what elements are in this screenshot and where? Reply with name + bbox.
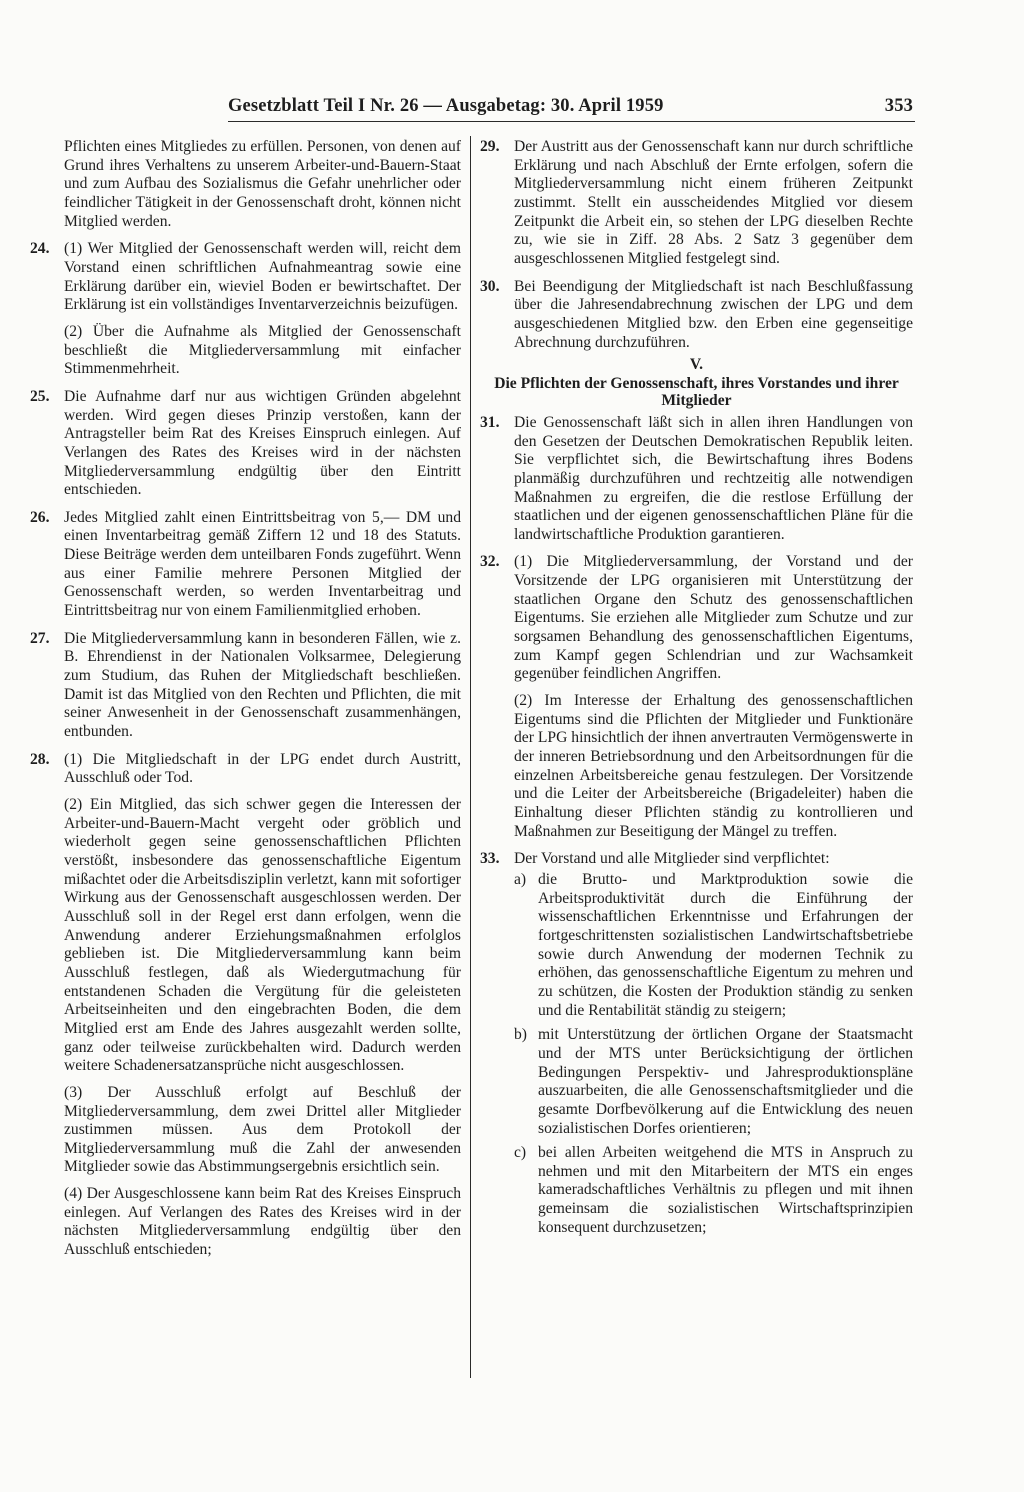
subsection-text: (1) Die Mitgliedschaft in der LPG endet durch Austritt, Ausschluß oder Tod.	[64, 750, 461, 787]
subsection-text: (2) Über die Aufnahme als Mitglied der Genossenschaft beschließt die Mitgliederversammlung mit einfacher Stimmenmehrheit.	[64, 322, 461, 378]
paragraph-24	[30, 240, 461, 379]
list-item-a	[480, 871, 913, 1020]
list-item-text: die Brutto- und Marktproduktion sowie die Arbeitsproduktivität durch die Einführung der wissenschaftlichen Erkenntnisse und Erfahrungen der fortgeschrittensten sozialistischen Landwirtschaftsbetriebe sowie durch Anwendung der modernen Technik zu erhöhen, das genossenschaftliche Eigentum zu mehren und zu schützen, die Kosten der Produktion ständig zu senken und die Rentabilität ständig zu steigern;	[538, 870, 913, 1019]
list-label: b)	[514, 1026, 527, 1044]
paragraph-number: 26.	[30, 508, 50, 526]
paragraph-number: 29.	[480, 138, 500, 155]
paragraph-27	[30, 630, 461, 742]
page-number: 353	[884, 96, 913, 116]
paragraph-number: 25.	[30, 387, 50, 405]
list-label: c)	[514, 1144, 527, 1162]
paragraph-31	[480, 414, 913, 545]
list-item-b	[480, 1026, 913, 1138]
paragraph-33	[480, 850, 913, 1237]
subsection-text: (2) Im Interesse der Erhaltung des genossenschaftlichen Eigentums sind die Pflichten der Mitglieder und Funktionäre der LPG hinsichtlich der ihnen anvertrauten Vermögenswerte in der inneren Betriebsordnung und den Arbeitsordnungen für die einzelnen Arbeitsbereiche genau festzulegen. Der Vorsitzende und die Leiter der Arbeitsbereiche (Brigadeleiter) haben die Einhaltung dieser Pflichten ständig zu kontrollieren und Maßnahmen zur Beseitigung der Mängel zu treffen.	[514, 692, 913, 840]
paragraph-29	[480, 138, 913, 269]
paragraph-number: 33.	[480, 850, 500, 868]
header-title: Gesetzblatt Teil I Nr. 26 — Ausgabetag: 30. April 1959	[228, 96, 664, 116]
section-number: V.	[689, 356, 704, 374]
subsection-text: (2) Ein Mitglied, das sich schwer gegen die Interessen der Arbeiter-und-Bauern-Macht vergeht oder gröblich und wiederholt gegen seine genossenschaftlichen Pflichten verstößt, insbesondere das genossenschaftliche Eigentum mißachtet oder die Arbeitsdisziplin verletzt, kann mit sofortiger Wirkung aus der Genossenschaft ausgeschlossen werden. Der Ausschluß soll in der Regel erst dann erfolgen, wenn die Anwendung anderer Erziehungsmaßnahmen erfolglos geblieben ist. Die Mitgliederversammlung kann beim Ausschluß festlegen, daß als Wiedergutmachung für entstandenen Schaden die Vergütung für die geleisteten Arbeitseinheiten und den eingebrachten Boden, die dem Mitglied erst am Ende des Jahres ausgezahlt werden sollte, ganz oder teilweise zurückbehalten wird. Dadurch werden weitere Schadenersatzansprüche nicht ausgeschlossen.	[64, 796, 461, 1075]
right-column	[480, 138, 913, 1246]
paragraph-text: Die Genossenschaft läßt sich in allen ihren Handlungen von den Gesetzen der Deutschen Demokratischen Republik leiten. Sie verpflichtet sich, die Bewirtschaftung ihres Bodens planmäßig durchzuführen und rechtzeitig alle notwendigen Maßnahmen zu ergreifen, die die restlose Erfüllung der staatlichen und der eigenen genossenschaftlichen Pläne für die landwirtschaftliche Produktion garantieren.	[514, 413, 913, 543]
paragraph-number: 24.	[30, 240, 50, 258]
subsection-text: (1) Die Mitgliederversammlung, der Vorstand und der Vorsitzende der LPG organisieren mit Unterstützung der staatlichen Organe den Schutz des genossenschaftlichen Eigentums. Sie erziehen alle Mitglieder zum Schutze und zur sorgsamen Behandlung des genossenschaftlichen Eigentums, zum Kampf gegen Schlendrian und zur Wachsamkeit gegenüber feindlichen Angriffen.	[514, 553, 913, 683]
paragraph-28	[30, 751, 461, 1260]
paragraph-text: Die Aufnahme darf nur aus wichtigen Gründen abgelehnt werden. Wird gegen dieses Prinzip verstoßen, kann der Antragsteller beim Rat des Kreises Einspruch einlegen. Auf Verlangen des Rates des Kreises wird in der nächsten Mitgliederversammlung endgültig über den Eintritt entschieden.	[64, 387, 461, 499]
paragraph-number: 32.	[480, 553, 500, 571]
left-column	[30, 138, 461, 1269]
paragraph-text: Bei Beendigung der Mitgliedschaft ist nach Beschlußfassung über die Jahresendabrechnung zwischen der LPG und dem ausgeschiedenen Mitglied bzw. den Erben eine gegenseitige Abrechnung durchzuführen.	[514, 277, 913, 351]
list-item-text: mit Unterstützung der örtlichen Organe der Staatsmacht und der MTS unter Berücksichtigung der örtlichen Bedingungen Perspektiv- und Jahresproduktionspläne auszuarbeiten, die alle Genossenschaftsmitglieder und die gesamte Dorfbevölkerung auf die Entwicklung des neuen sozialistischen Dorfes orientieren;	[538, 1026, 913, 1137]
paragraph-30	[480, 278, 913, 353]
paragraph-number: 28.	[30, 750, 50, 768]
paragraph-intro: Der Vorstand und alle Mitglieder sind verpflichtet:	[514, 850, 830, 868]
paragraph-text: Jedes Mitglied zahlt einen Eintrittsbeitrag von 5,— DM und einen Inventarbeitrag gemäß Ziffern 12 und 18 des Statuts. Diese Beiträge werden dem unteilbaren Fonds zugeführt. Wenn aus einer Familie mehrere Personen Mitglied der Genossenschaft werden, so werden Inventarbeitrag und Eintrittsbeitrag nur von einem Familienmitglied erhoben.	[64, 508, 461, 620]
paragraph-32	[480, 553, 913, 841]
paragraph-text: Der Austritt aus der Genossenschaft kann nur durch schriftliche Erklärung und nach Abschluß der Ernte erfolgen, sofern die Mitgliederversammlung nicht einem früheren Zeitpunkt zustimmt. Stellt ein ausscheidendes Mitglied vor diesem Zeitpunkt die Arbeit ein, so stehen der LPG dieselben Rechte zu, wie sie in Ziff. 28 Abs. 2 Satz 3 gegenüber dem ausgeschlossenen Mitglied festgelegt sind.	[514, 138, 913, 267]
continuation-paragraph: Pflichten eines Mitgliedes zu erfüllen. Personen, von denen auf Grund ihres Verhaltens zu unserem Arbeiter-und-Bauern-Staat und zum Aufbau des Sozialismus die Gefahr unehrlicher oder feindlicher Tätigkeit in der Genossenschaft droht, können nicht Mitglied werden.	[64, 138, 461, 230]
list-item-text: bei allen Arbeiten weitgehend die MTS in Anspruch zu nehmen und mit den Mitarbeitern der MTS ein enges kameradschaftliches Verhältnis zu pflegen und mit ihnen gemeinsam die sozialistischen Wirtschaftsprinzipien konsequent durchzusetzen;	[538, 1144, 913, 1236]
paragraph-number: 30.	[480, 277, 500, 295]
header-rule	[228, 121, 915, 122]
paragraph-text: Die Mitgliederversammlung kann in besonderen Fällen, wie z. B. Ehrendienst in der Nationalen Volksarmee, Delegierung zum Studium, das Ruhen der Mitgliedschaft beschließen. Damit ist das Mitglied von den Rechten und Pflichten, die mit seiner Anwesenheit in der Genossenschaft zusammenhängen, entbunden.	[64, 629, 461, 741]
page-header	[228, 96, 913, 122]
paragraph-number: 27.	[30, 629, 50, 647]
list-item-c	[480, 1144, 913, 1237]
column-divider	[470, 136, 471, 1378]
subsection-text: (4) Der Ausgeschlossene kann beim Rat des Kreises Einspruch einlegen. Auf Verlangen des Rates des Kreises wird in der nächsten Mitgliederversammlung endgültig über den Ausschluß entschieden;	[64, 1185, 461, 1259]
list-label: a)	[514, 870, 527, 888]
subsection-text: (1) Wer Mitglied der Genossenschaft werden will, reicht dem Vorstand einen schriftlichen Aufnahmeantrag sowie eine Erklärung darüber ein, wieviel Boden er bewirtschaftet. Der Erklärung ist ein vollständiges Inventarverzeichnis beizufügen.	[64, 240, 461, 314]
paragraph-26	[30, 509, 461, 621]
subsection-text: (3) Der Ausschluß erfolgt auf Beschluß der Mitgliederversammlung, dem zwei Drittel aller Mitglieder zustimmen müssen. Aus dem Protokoll der Mitgliederversammlung muß die Zahl der anwesenden Mitglieder sowie das Abstimmungsergebnis ersichtlich sein.	[64, 1083, 461, 1176]
paragraph-25	[30, 388, 461, 500]
section-heading: Die Pflichten der Genossenschaft, ihres Vorstandes und ihrer Mitglieder	[494, 374, 899, 410]
paragraph-number: 31.	[480, 413, 500, 431]
